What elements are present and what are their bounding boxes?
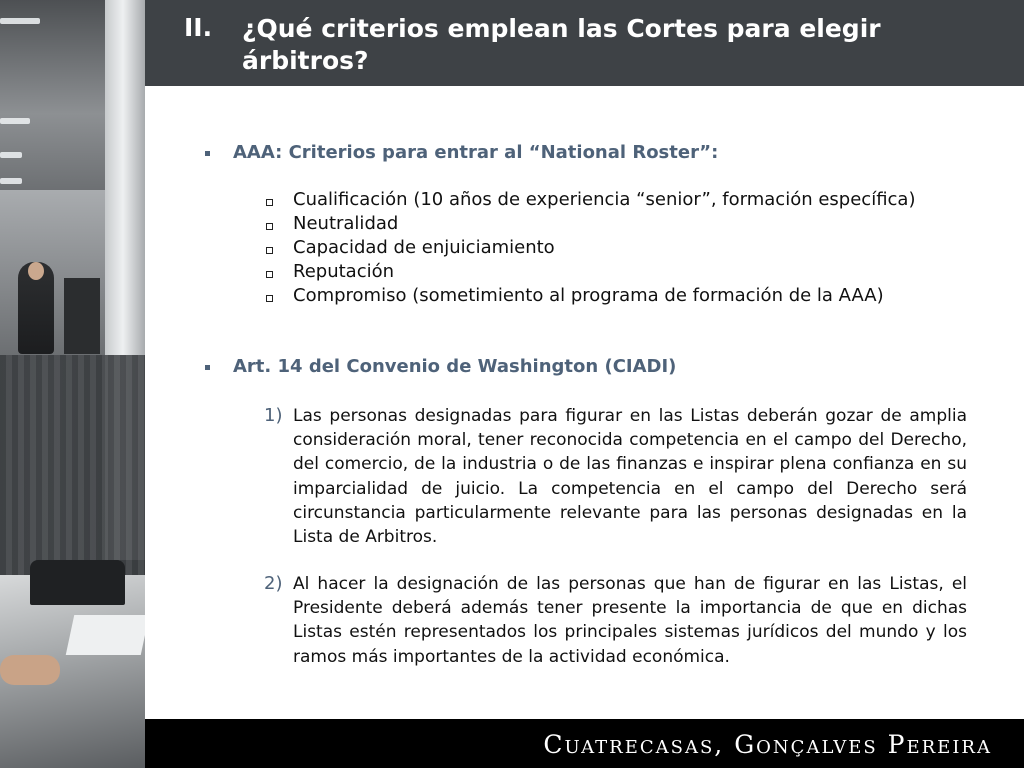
- square-bullet-icon: [205, 365, 210, 370]
- list-item-text: Cualificación (10 años de experiencia “senior”, formación específica): [293, 189, 916, 210]
- square-bullet-icon: [205, 151, 210, 156]
- list-item: [262, 261, 962, 285]
- title-number: II.: [184, 13, 213, 42]
- section-heading-aaa: AAA: Criterios para entrar al “National Roster”:: [233, 142, 719, 163]
- list-item-text: Capacidad de enjuiciamiento: [293, 237, 555, 258]
- ceiling-light: [0, 152, 22, 158]
- list-item: [262, 189, 962, 213]
- hollow-square-bullet-icon: [266, 223, 273, 230]
- section-heading-ciadi: Art. 14 del Convenio de Washington (CIADI): [233, 356, 677, 377]
- hollow-square-bullet-icon: [266, 295, 273, 302]
- list-item: [262, 213, 962, 237]
- paragraph-number: 1): [264, 405, 283, 426]
- photo-hand: [0, 655, 60, 685]
- list-item-text: Compromiso (sometimiento al programa de formación de la AAA): [293, 285, 884, 306]
- conference-room-photo: [0, 0, 145, 768]
- list-item-text: Reputación: [293, 261, 395, 282]
- ceiling-light: [0, 18, 40, 24]
- paragraph-number: 2): [264, 573, 283, 594]
- photo-chair: [30, 560, 125, 605]
- ceiling-light: [0, 118, 30, 124]
- hollow-square-bullet-icon: [266, 199, 273, 206]
- list-item-text: Neutralidad: [293, 213, 399, 234]
- photo-floor: [0, 355, 145, 575]
- paragraph-text: Las personas designadas para figurar en las Listas deberán gozar de amplia consideración moral, tener reconocida competencia en el campo del Derecho, del comercio, de la industria o de las finanzas e inspirar plena confianza en su imparcialidad de juicio. La competencia en el campo del Derecho será circunstancia particularmente relevante para las personas designadas en la Lista de Arbitros.: [293, 406, 967, 548]
- hollow-square-bullet-icon: [266, 271, 273, 278]
- hollow-square-bullet-icon: [266, 247, 273, 254]
- paragraph-text: Al hacer la designación de las personas que han de figurar en las Listas, el Presidente deberá además tener presente la importancia de que en dichas Listas estén representados los principales sistemas jurídicos del mundo y los ramos más importantes de la actividad económica.: [293, 574, 967, 667]
- photo-person-head: [28, 262, 44, 280]
- slide-title: ¿Qué criterios emplean las Cortes para elegir árbitros?: [242, 14, 881, 75]
- ceiling-light: [0, 178, 22, 184]
- list-item: [262, 237, 962, 261]
- footer-bar: [145, 719, 1024, 768]
- photo-lectern: [64, 278, 100, 354]
- list-item: [262, 285, 962, 309]
- company-logo-text: Cuatrecasas, Gonçalves Pereira: [543, 730, 992, 759]
- photo-paper: [66, 615, 145, 655]
